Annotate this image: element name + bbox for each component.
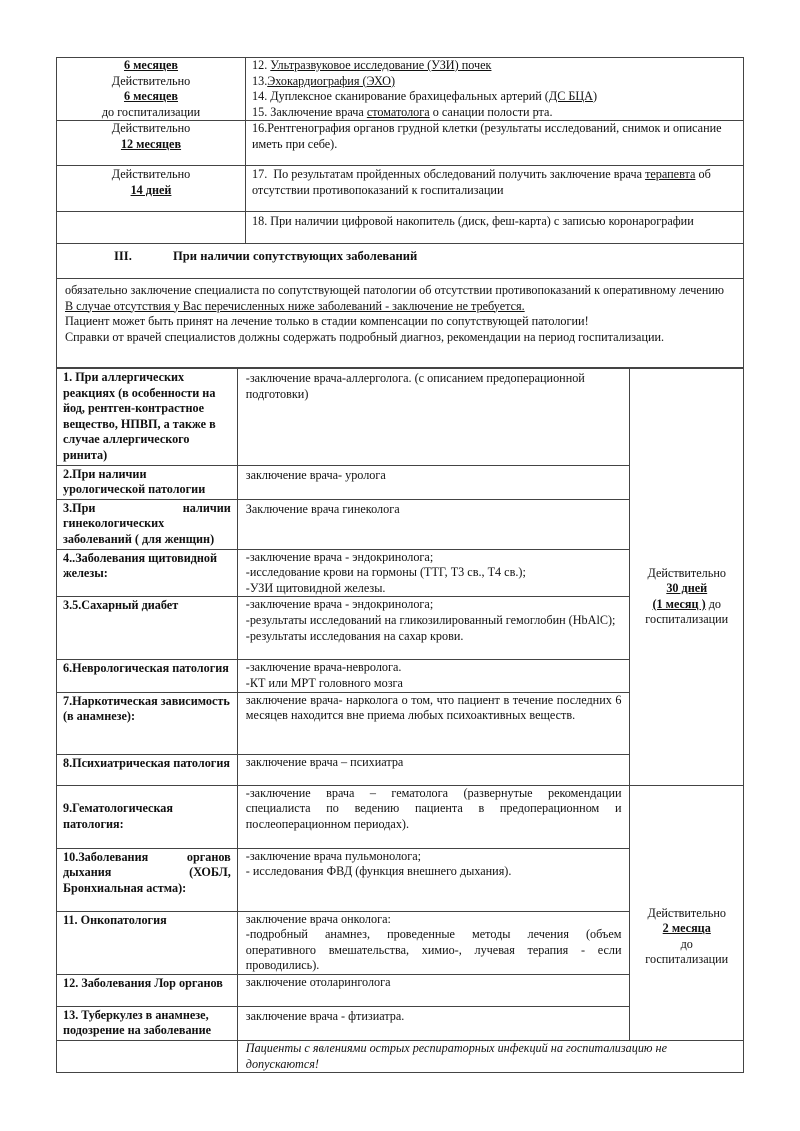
validity-period: (1 месяц ) <box>652 596 706 611</box>
condition-requirement: заключение врача- уролога <box>237 465 630 499</box>
intro-requirement: обязательно заключение специалиста по сопутствующей патологии об отсутствии противопоказаний к оперативному лечению <box>65 283 724 297</box>
condition-name: 12. Заболевания Лор органов <box>57 974 238 1006</box>
intro-note: В случае отсутствия у Вас перечисленных ниже заболеваний - заключение не требуется. <box>65 298 525 313</box>
section-title: При наличии сопутствующих заболеваний <box>173 249 418 263</box>
validity-until: до <box>708 596 722 611</box>
empty-cell <box>57 1041 238 1073</box>
condition-requirement: заключение врача- нарколога о том, что пациент в течение последних 6 месяцев находится вне приема любых психоактивных веществ. <box>237 692 630 754</box>
validity-label: Действительно <box>111 73 191 88</box>
validity-period: 14 дней <box>130 182 172 197</box>
condition-name: 3.При наличии гинекологических заболеваний ( для женщин) <box>57 499 238 549</box>
condition-requirement <box>237 848 630 911</box>
exam-item: 13.Эхокардиография (ЭХО) <box>252 73 395 88</box>
condition-name: 11. Онкопатология <box>57 911 238 974</box>
condition-requirement: Заключение врача гинеколога <box>237 499 630 549</box>
exam-item: 18. При наличии цифровой накопитель (диск, феш-карта) с записью коронарографии <box>246 212 744 244</box>
section-intro <box>56 279 744 368</box>
condition-name: 6.Неврологическая патология <box>57 660 238 692</box>
condition-name: 9.Гематологическая патология: <box>57 785 238 848</box>
requirement-line: -КТ или МРТ головного мозга <box>245 675 403 690</box>
exam-item: 17. По результатам пройденных обследований получить заключение врача терапевта об отсутствии противопоказаний к госпитализации <box>246 166 744 212</box>
validity-period: 6 месяцев <box>123 89 179 104</box>
requirement-line: -исследование крови на гормоны (ТТГ, Т3 св., Т4 св.); <box>245 565 526 580</box>
requirement-line: -заключение врача - эндокринолога; <box>245 549 434 564</box>
exams-table <box>56 57 744 244</box>
intro-instructions: Справки от врачей специалистов должны содержать подробный диагноз, рекомендации на период госпитализации. <box>65 329 665 344</box>
validity-cell <box>57 212 246 244</box>
condition-name: 3.5.Сахарный диабет <box>57 597 238 660</box>
requirement-line: -заключение врача пульмонолога; <box>245 848 422 863</box>
validity-label: Действительно <box>647 905 726 920</box>
validity-cell <box>57 121 246 166</box>
requirement-line: -заключение врача - эндокринолога; <box>245 597 434 612</box>
validity-cell <box>630 369 744 786</box>
condition-name: 2.При наличии урологической патологии <box>57 465 238 499</box>
condition-name: 8.Психиатрическая патология <box>57 754 238 785</box>
exam-item: 15. Заключение врача стоматолога о санации полости рта. <box>252 104 553 119</box>
exam-item: 12. Ультразвуковое исследование (УЗИ) почек <box>252 58 492 72</box>
exam-item: 16.Рентгенография органов грудной клетки (результаты исследований, снимок и описание иметь при себе). <box>246 121 744 166</box>
requirement-line: -результаты исследований на гликозилированный гемоглобин (HbAlC); <box>245 612 616 627</box>
section-header <box>56 243 744 279</box>
validity-label: Действительно <box>111 167 191 182</box>
condition-requirement: заключение врача – психиатра <box>237 754 630 785</box>
validity-cell <box>57 58 246 121</box>
validity-period: 12 месяцев <box>120 136 182 151</box>
validity-until: госпитализации <box>645 612 729 627</box>
condition-requirement: заключение отоларинголога <box>237 974 630 1006</box>
requirement-line: -заключение врача-невролога. <box>245 660 402 675</box>
footer-note: Пациенты с явлениями острых респираторных инфекций на госпитализацию не допускаются! <box>237 1041 743 1073</box>
condition-name: 13. Туберкулез в анамнезе, подозрение на заболевание <box>57 1006 238 1040</box>
exam-list <box>246 58 744 121</box>
requirement-line: - исследования ФВД (функция внешнего дыхания). <box>245 864 512 879</box>
condition-name: 7.Наркотическая зависимость (в анамнезе): <box>57 692 238 754</box>
intro-warning: Пациент может быть принят на лечение только в стадии компенсации по сопутствующей патологии! <box>65 314 589 329</box>
condition-requirement: заключение врача - фтизиатра. <box>237 1006 630 1040</box>
requirement-line: -УЗИ щитовидной железы. <box>245 580 386 595</box>
condition-name: 10.Заболевания органов дыхания (ХОБЛ, Бронхиальная астма): <box>57 848 238 911</box>
requirement-line: -подробный анамнез, проведенные методы лечения (объем оперативного вмешательства, химио-, лучевая терапия - если проводились). <box>245 927 622 973</box>
validity-period: 30 дней <box>666 581 708 596</box>
conditions-table <box>56 368 744 1073</box>
condition-requirement <box>237 911 630 974</box>
validity-cell <box>630 785 744 1041</box>
validity-until: до госпитализации <box>101 104 201 119</box>
validity-label: Действительно <box>111 121 191 136</box>
validity-until: госпитализации <box>645 952 729 967</box>
condition-name: 1. При аллергических реакциях (в особенности на йод, рентген-контрастное вещество, НПВП, а также в случае аллергического ринита) <box>57 369 238 466</box>
validity-cell <box>57 166 246 212</box>
requirement-line: -результаты исследования на сахар крови. <box>245 628 464 643</box>
condition-requirement: -заключение врача – гематолога (развернутые рекомендации специалиста по ведению пациента в предоперационном и послеоперационном периодах). <box>237 785 630 848</box>
requirement-line: заключение врача онколога: <box>245 911 391 926</box>
condition-name: 4..Заболевания щитовидной железы: <box>57 549 238 597</box>
exam-item: 14. Дуплексное сканирование брахицефальных артерий (ДС БЦА) <box>252 89 598 104</box>
condition-requirement: -заключение врача-аллерголога. (с описанием предоперационной подготовки) <box>237 369 630 466</box>
validity-period: 2 месяца <box>662 921 711 936</box>
validity-label: Действительно <box>647 565 726 580</box>
validity-until: до <box>680 936 693 951</box>
validity-period: 6 месяцев <box>123 58 179 72</box>
condition-requirement <box>237 597 630 660</box>
condition-requirement <box>237 549 630 597</box>
condition-requirement <box>237 660 630 692</box>
section-number: III. <box>114 249 132 263</box>
